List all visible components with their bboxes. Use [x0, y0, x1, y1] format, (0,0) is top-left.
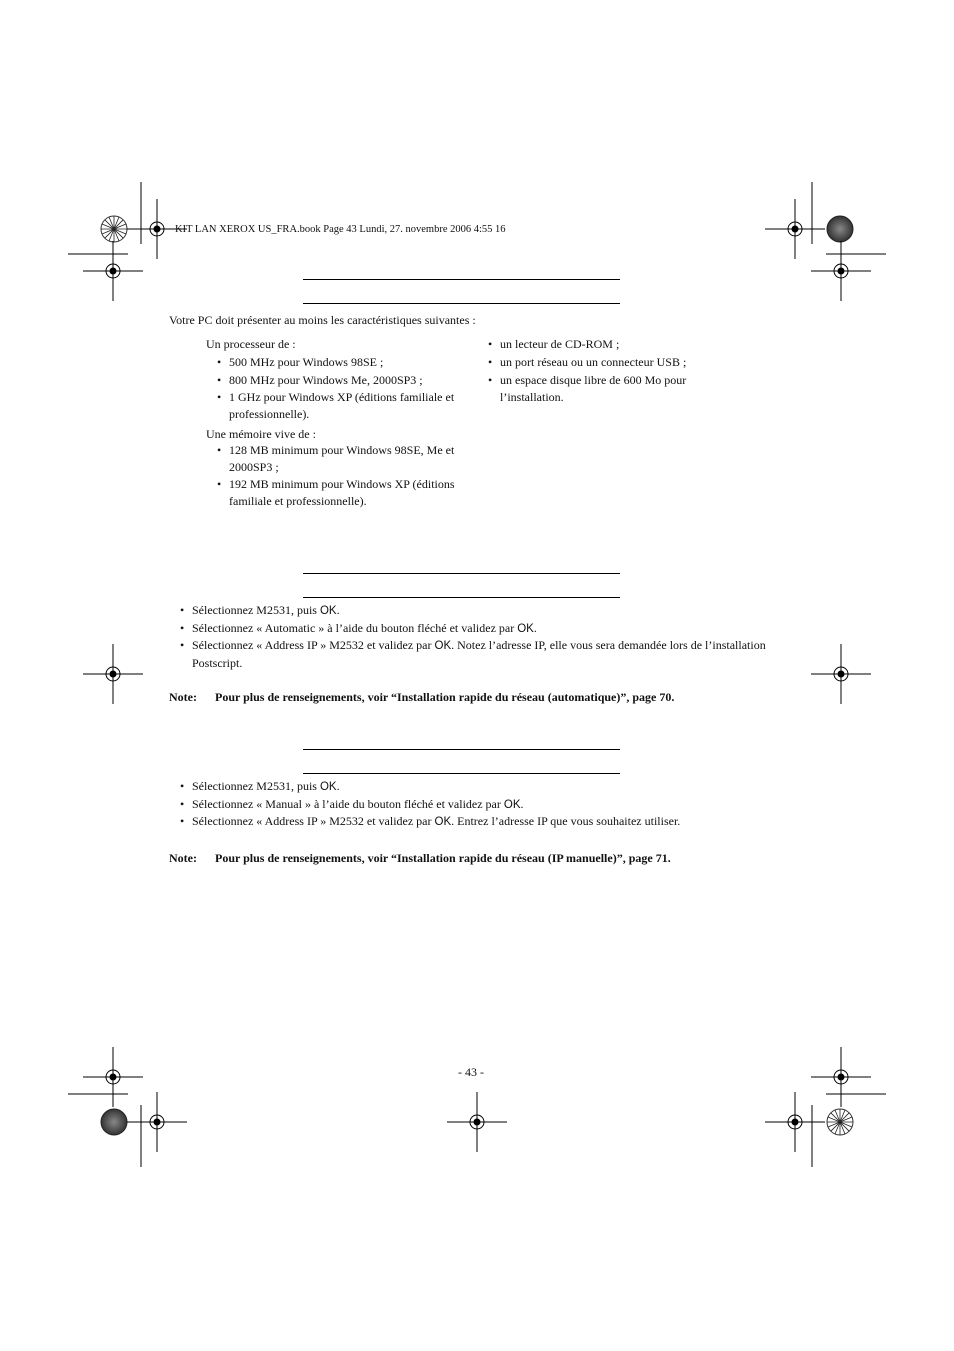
bullet: •	[180, 621, 185, 635]
step-address-ip: Sélectionnez « Address IP » M2532 et validez par OK. Notez l’adresse IP, elle vous sera demandée lors de l’installation Postscript.	[192, 638, 766, 670]
bullet: •	[180, 603, 185, 617]
note-text: Pour plus de renseignements, voir “Installation rapide du réseau (IP manuelle)”, page 71.	[215, 851, 671, 865]
note-label: Note:	[169, 690, 197, 704]
step-select-automatic: Sélectionnez « Automatic » à l’aide du bouton fléché et validez par OK.	[192, 621, 537, 635]
memory-label: Une mémoire vive de :	[206, 427, 316, 441]
requirement-item: un port réseau ou un connecteur USB ;	[500, 355, 687, 369]
section-rule-bottom	[303, 597, 620, 598]
bullet: •	[217, 390, 222, 404]
processor-item: 800 MHz pour Windows Me, 2000SP3 ;	[229, 373, 423, 387]
memory-item: 128 MB minimum pour Windows 98SE, Me et 2000SP3 ;	[229, 443, 455, 474]
processor-item: 500 MHz pour Windows 98SE ;	[229, 355, 384, 369]
section-rule-top	[303, 279, 620, 280]
bullet: •	[180, 814, 185, 828]
note-text: Pour plus de renseignements, voir “Installation rapide du réseau (automatique)”, page 70.	[215, 690, 675, 704]
step-select-model: Sélectionnez M2531, puis OK.	[192, 779, 340, 793]
section-rule-bottom	[303, 773, 620, 774]
section-rule-bottom	[303, 303, 620, 304]
bullet: •	[180, 638, 185, 652]
bullet: •	[217, 373, 222, 387]
bullet: •	[488, 373, 493, 387]
processor-item: 1 GHz pour Windows XP (éditions familiale et professionnelle).	[229, 390, 455, 421]
requirement-item: un espace disque libre de 600 Mo pour l’installation.	[500, 373, 687, 404]
intro-text: Votre PC doit présenter au moins les caractéristiques suivantes :	[169, 313, 476, 327]
section-rule-top	[303, 749, 620, 750]
header-file-info: KIT LAN XEROX US_FRA.book Page 43 Lundi, 27. novembre 2006 4:55 16	[175, 224, 506, 235]
memory-item: 192 MB minimum pour Windows XP (éditions familiale et professionnelle).	[229, 477, 455, 508]
page-number: - 43 -	[458, 1065, 484, 1079]
bullet: •	[180, 797, 185, 811]
bullet: •	[217, 477, 222, 491]
bullet: •	[488, 337, 493, 351]
step-select-manual: Sélectionnez « Manual » à l’aide du bouton fléché et validez par OK.	[192, 797, 524, 811]
step-address-ip: Sélectionnez « Address IP » M2532 et validez par OK. Entrez l’adresse IP que vous souhaitez utiliser.	[192, 814, 681, 828]
requirement-item: un lecteur de CD-ROM ;	[500, 337, 620, 351]
section-rule-top	[303, 573, 620, 574]
note-label: Note:	[169, 851, 197, 865]
bullet: •	[488, 355, 493, 369]
bullet: •	[180, 779, 185, 793]
processor-label: Un processeur de :	[206, 337, 296, 351]
bullet: •	[217, 443, 222, 457]
step-select-model: Sélectionnez M2531, puis OK.	[192, 603, 340, 617]
bullet: •	[217, 355, 222, 369]
